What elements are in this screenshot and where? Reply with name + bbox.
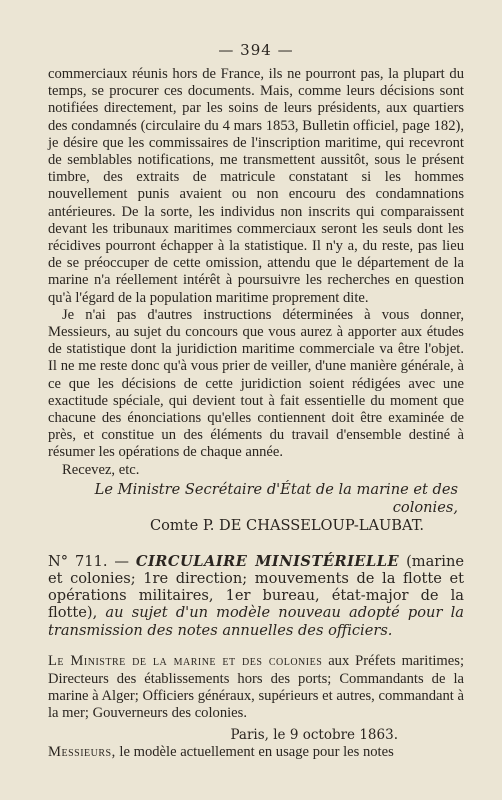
circular-heading [48,553,464,639]
addressee-lead: Le Ministre de la marine et des colonies [48,653,323,670]
addressee-rest: aux Préfets maritimes; Directeurs des établissements hors des ports; Commandants de la marine à Alger; Officiers généraux, supérieurs et autres, commandant à la mer; Gouverneurs des colonies. [48,653,464,722]
dateline: Paris, le 9 octobre 1863. [230,727,398,744]
circular-addressee [48,653,464,722]
signature-title: Le Ministre Secrétaire d'État de la marine et des colonies, [94,480,458,516]
circular-details: (marine et colonies; 1re direction; mouvements de la flotte et opérations militaires, 1er bureau, état-major de la flotte), [48,552,464,622]
circular-subject: au sujet d'un modèle nouveau adopté pour la transmission des notes annuelles des officiers. [48,604,464,639]
circular-opening [48,744,464,761]
page-number: — 394 — [218,41,294,59]
closing-formula: Recevez, etc. [62,461,140,478]
circular-number: N° 711. — [48,552,129,570]
body-paragraph-2: Je n'ai pas d'autres instructions déterminées à vous donner, Messieurs, au sujet du concours que vous aurez à apporter aux études de statistique dont la juridiction maritime commerciale va être l'objet. Il ne me reste donc qu'à vous prier de veiller, d'une manière générale, à ce que les décisions de cette juridiction soient rédigées avec une exactitude spéciale, qui devient tout à fait essentielle du moment que chacune des énonciations qu'elles contiennent doit être examinée de près, et constitue un des éléments du travail d'ensemble destiné à résumer les opérations de chaque année. [48,306,464,461]
circular-title: CIRCULAIRE MINISTÉRIELLE [135,552,400,570]
opening-salutation: Messieurs, [48,744,116,761]
opening-text: le modèle actuellement en usage pour les notes [119,744,394,761]
signature-name: Comte P. DE CHASSELOUP-LAUBAT. [149,516,424,534]
body-paragraph-1: commerciaux réunis hors de France, ils ne pourront pas, la plupart du temps, se procurer ces documents. Mais, comme leurs décisions sont notifiées directement, par les soins de leurs présidents, aux quartiers des condamnés (circulaire du 4 mars 1853, Bulletin officiel, page 182), je désire que les commissaires de l'inscription maritime, qui recevront de semblables notifications, me transmettent aussitôt, sous le présent timbre, des extraits de matricule constatant si les hommes nouvellement punis avaient ou non encouru des condamnations antérieures. De la sorte, les individus non inscrits qui comparaissent devant les tribunaux maritimes commerciaux seront les seuls dont les récidives pourront échapper à la statistique. Il n'y a, du reste, pas lieu de se préoccuper de cette omission, attendu que le département de la marine n'a réellement intérêt à poursuivre les recherches en question qu'à l'égard de la population maritime proprement dite. [48,66,464,306]
